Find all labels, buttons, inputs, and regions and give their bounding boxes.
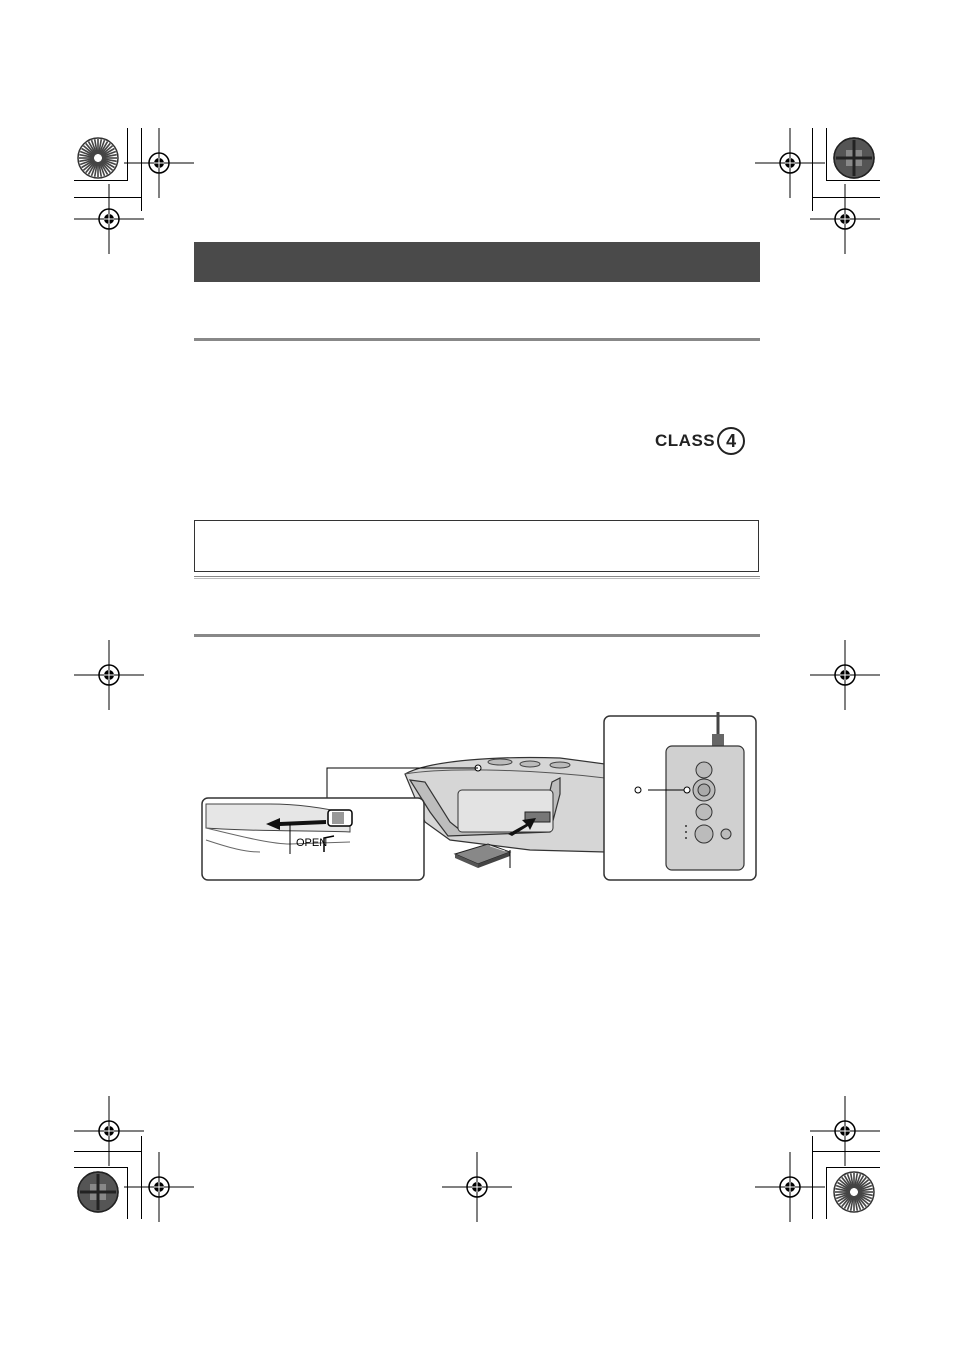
class-logo-text: CLASS [655, 431, 716, 450]
microsd-card-icon [455, 844, 510, 868]
registration-crosshair-icon [74, 184, 144, 254]
sd-speed-class-logo [655, 426, 751, 456]
open-lever-label: OPEN [296, 837, 328, 849]
registration-crosshair-icon [810, 184, 880, 254]
crop-line [826, 128, 827, 180]
sd-card-insertion-illustration [200, 712, 760, 884]
registration-crosshair-icon [124, 1152, 194, 1222]
crop-line [826, 1167, 827, 1219]
class-logo-number: 4 [717, 427, 745, 455]
registration-crosshair-icon [442, 1152, 512, 1222]
radial-wheel-icon [829, 1167, 879, 1217]
radial-wheel-icon [73, 133, 123, 183]
section-header-bar [194, 242, 760, 282]
section-rule [194, 338, 760, 341]
note-box [194, 520, 759, 572]
radial-wheel-icon [829, 133, 879, 183]
registration-crosshair-icon [74, 640, 144, 710]
registration-crosshair-icon [755, 1152, 825, 1222]
section-rule [194, 634, 760, 637]
section-divider [194, 576, 760, 579]
radial-wheel-icon [73, 1167, 123, 1217]
registration-crosshair-icon [810, 640, 880, 710]
